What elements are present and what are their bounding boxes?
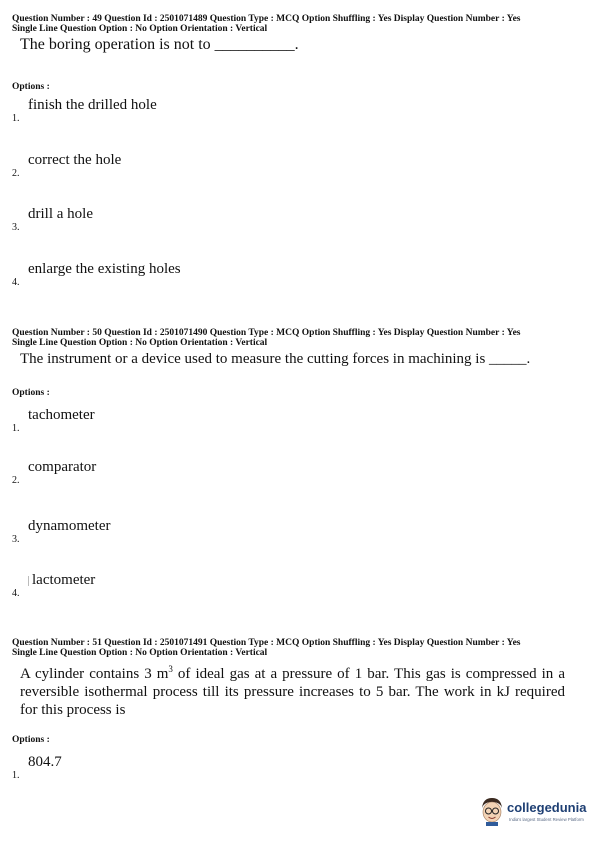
question-51	[12, 638, 572, 781]
option-text: finish the drilled hole	[28, 97, 157, 113]
meta-line-1: Question Number : 51 Question Id : 2501071491 Question Type : MCQ Option Shuffling : Yes Display Question Number : Yes	[12, 638, 521, 648]
option-text: comparator	[28, 459, 97, 475]
meta-line-2: Single Line Question Option : No Option Orientation : Vertical	[12, 24, 268, 34]
option-text: enlarge the existing holes	[28, 261, 181, 277]
mascot-icon	[479, 796, 505, 826]
option-3[interactable]	[12, 206, 552, 236]
option-1[interactable]	[12, 97, 552, 127]
cursor-tick	[28, 576, 29, 586]
option-number: 2.	[12, 475, 20, 486]
meta-line-2: Single Line Question Option : No Option Orientation : Vertical	[12, 338, 268, 348]
option-number: 1.	[12, 423, 20, 434]
question-text: The instrument or a device used to measure the cutting forces in machining is _____.	[20, 351, 531, 367]
question-49	[12, 14, 572, 288]
option-2[interactable]	[12, 459, 552, 489]
meta-line-1: Question Number : 49 Question Id : 2501071489 Question Type : MCQ Option Shuffling : Yes Display Question Number : Yes	[12, 14, 521, 24]
question-meta	[12, 14, 572, 34]
question-meta	[12, 638, 572, 658]
option-text: correct the hole	[28, 152, 122, 168]
question-50	[12, 328, 572, 599]
superscript: 3	[168, 664, 173, 674]
options-label: Options :	[12, 82, 50, 92]
meta-line-2: Single Line Question Option : No Option Orientation : Vertical	[12, 648, 268, 658]
option-text: lactometer	[32, 572, 96, 588]
logo-tagline: India's largest Student Review Platform	[509, 817, 584, 822]
option-text: tachometer	[28, 407, 95, 423]
logo-name: collegedunia	[507, 800, 587, 815]
option-text: dynamometer	[28, 518, 111, 534]
option-2[interactable]	[12, 152, 552, 182]
options-label: Options :	[12, 388, 50, 398]
options-label: Options :	[12, 735, 50, 745]
option-number: 1.	[12, 113, 20, 124]
option-number: 4.	[12, 277, 20, 288]
option-4[interactable]	[12, 261, 552, 291]
option-3[interactable]	[12, 518, 552, 548]
option-text-wrap	[28, 572, 95, 589]
option-number: 1.	[12, 770, 20, 781]
question-text	[20, 660, 565, 719]
question-meta	[12, 328, 572, 348]
question-text: The boring operation is not to __________.	[20, 36, 299, 53]
question-text-part-2: of ideal gas at a pressure of 1 bar. This gas is compressed in a reversible isothermal process till its pressure increases to 5 bar. The work in kJ required for this process is	[20, 666, 565, 718]
option-1[interactable]	[12, 754, 552, 784]
option-text: drill a hole	[28, 206, 93, 222]
option-number: 3.	[12, 222, 20, 233]
option-1[interactable]	[12, 407, 552, 437]
question-text-part-1: A cylinder contains 3 m	[20, 666, 169, 682]
collegedunia-logo	[479, 796, 587, 830]
option-number: 2.	[12, 168, 20, 179]
meta-line-1: Question Number : 50 Question Id : 2501071490 Question Type : MCQ Option Shuffling : Yes Display Question Number : Yes	[12, 328, 521, 338]
option-4[interactable]	[12, 572, 552, 602]
option-text: 804.7	[28, 754, 62, 770]
option-number: 4.	[12, 588, 20, 599]
option-number: 3.	[12, 534, 20, 545]
